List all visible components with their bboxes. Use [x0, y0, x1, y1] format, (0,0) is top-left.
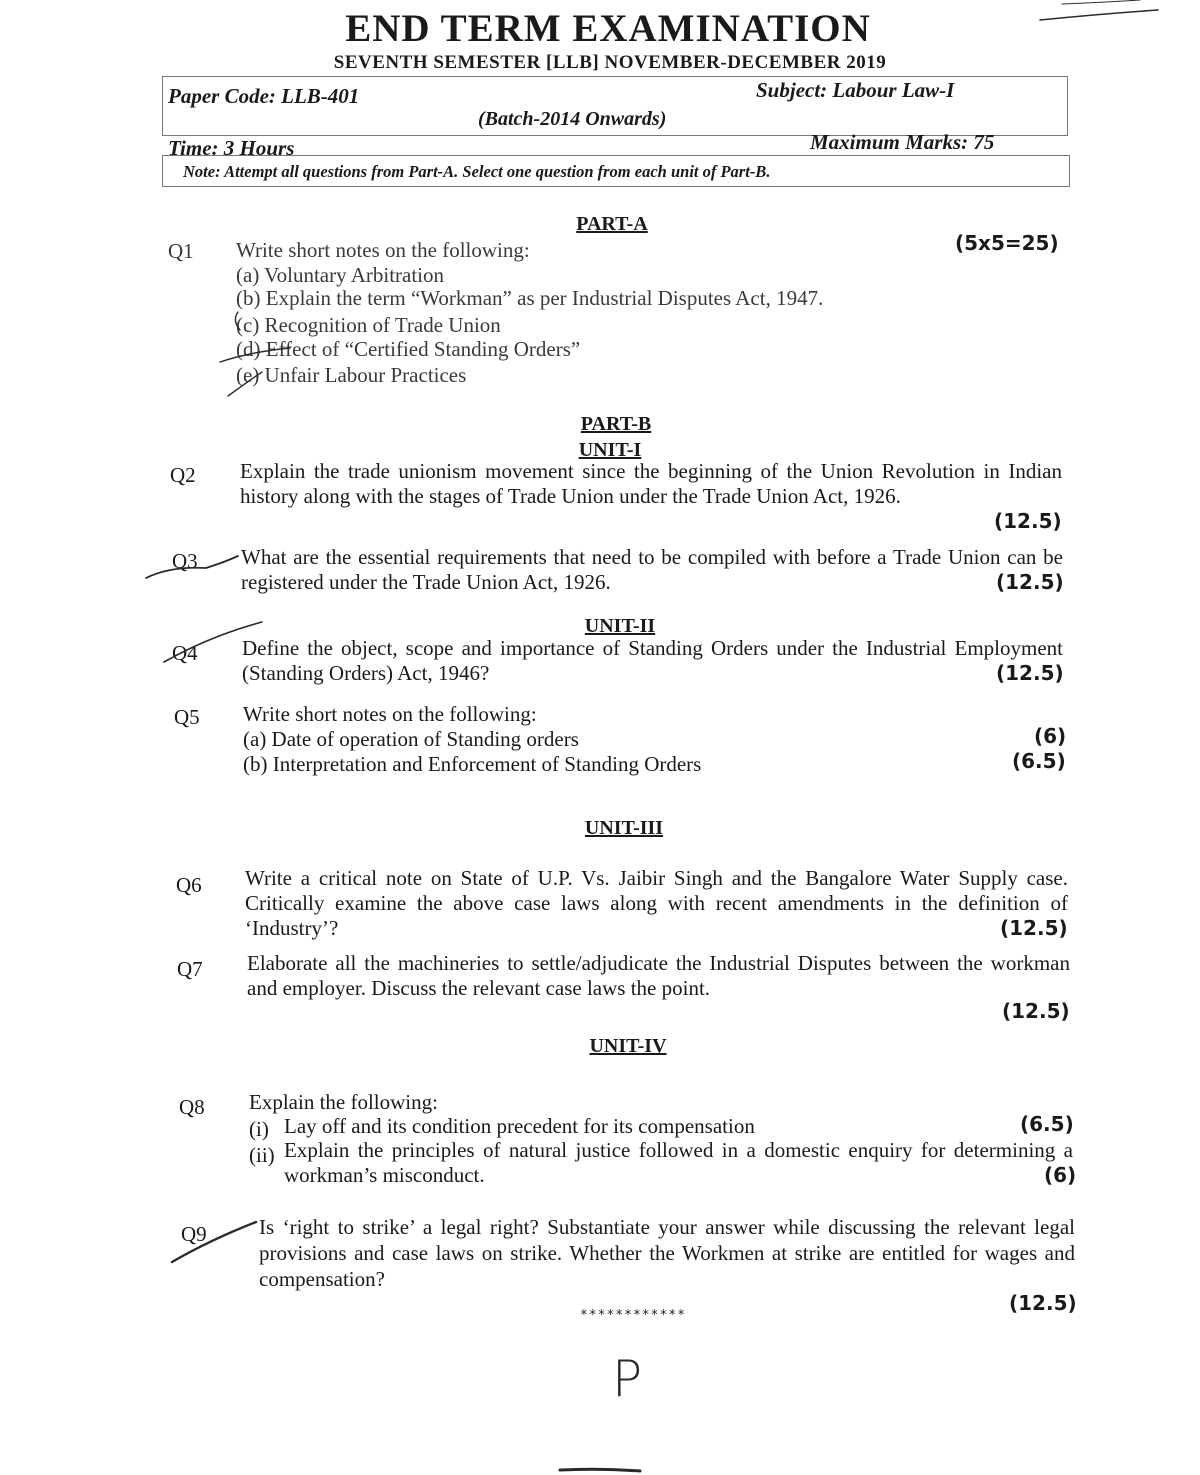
q5-item-b-marks: (6.5) [1012, 749, 1066, 773]
unit-2-heading: UNIT-II [584, 615, 656, 637]
q1-item-c: (c) Recognition of Trade Union [236, 313, 501, 337]
time-allowed: Time: 3 Hours [168, 136, 295, 160]
pen-stroke-bottom [560, 1469, 640, 1471]
pen-stroke-top-right-2 [1062, 0, 1140, 4]
q5-item-a: (a) Date of operation of Standing orders [243, 727, 579, 751]
q8-item-i-label: (i) [249, 1117, 269, 1141]
q4-marks: (12.5) [996, 661, 1064, 685]
q4-text: Define the object, scope and importance of Standing Orders under the Industrial Employment (Standing Orders) Act, 1946? [242, 636, 1063, 685]
q7-marks: (12.5) [1002, 999, 1070, 1023]
q6-text: Write a critical note on State of U.P. Vs. Jaibir Singh and the Bangalore Water Supply case. Critically examine the above case laws along with recent amendments in the definition of ‘Industry’? [245, 866, 1068, 940]
q2-number: Q2 [170, 463, 196, 487]
q4-number: Q4 [172, 641, 198, 665]
semester-line: SEVENTH SEMESTER [LLB] NOVEMBER-DECEMBER 2019 [333, 52, 887, 73]
q1-number: Q1 [168, 239, 194, 263]
q5-text: Write short notes on the following: [243, 702, 537, 726]
unit-1-heading: UNIT-I [578, 439, 642, 461]
q5-item-b: (b) Interpretation and Enforcement of Standing Orders [243, 752, 702, 776]
q1-marks: (5x5=25) [955, 231, 1059, 255]
q3-text: What are the essential requirements that need to be compiled with before a Trade Union can be registered under the Trade Union Act, 1926. [241, 545, 1063, 594]
q5-number: Q5 [174, 705, 200, 729]
q1-item-e: (e) Unfair Labour Practices [236, 363, 467, 387]
q9-text: Is ‘right to strike’ a legal right? Substantiate your answer while discussing the relevant legal provisions and case laws on strike. Whether the Workmen at strike are entitled for wages and compensation? [259, 1215, 1075, 1291]
q2-text: Explain the trade unionism movement since the beginning of the Union Revolution in Indian history along with the stages of Trade Union under the Trade Union Act, 1926. [240, 459, 1062, 508]
q8-number: Q8 [179, 1095, 205, 1119]
q1-item-a: (a) Voluntary Arbitration [236, 263, 445, 287]
note-text: Note: Attempt all questions from Part-A. Select one question from each unit of Part-B. [183, 162, 771, 181]
q8-item-ii-label: (ii) [249, 1143, 275, 1167]
part-a-heading: PART-A [576, 213, 648, 235]
q6-marks: (12.5) [1000, 916, 1068, 940]
q8-item-ii: Explain the principles of natural justice followed in a domestic enquiry for determining a workman’s misconduct. [284, 1138, 1073, 1187]
batch: (Batch-2014 Onwards) [478, 108, 667, 130]
q3-marks: (12.5) [996, 570, 1064, 594]
paper-code: Paper Code: LLB-401 [168, 84, 360, 108]
q8-item-i-marks: (6.5) [1020, 1112, 1074, 1136]
q9-number: Q9 [181, 1222, 207, 1246]
subject: Subject: Labour Law-I [756, 78, 955, 102]
q8-item-ii-marks: (6) [1044, 1163, 1077, 1187]
maximum-marks: Maximum Marks: 75 [810, 130, 995, 154]
part-b-heading: PART-B [580, 413, 652, 435]
q6-number: Q6 [176, 873, 202, 897]
q2-marks: (12.5) [994, 509, 1062, 533]
q7-number: Q7 [177, 957, 203, 981]
q1-text: Write short notes on the following: [236, 238, 530, 262]
q8-item-i: Lay off and its condition precedent for its compensation [284, 1114, 755, 1138]
q3-number: Q3 [172, 549, 198, 573]
end-stars: ************ [580, 1308, 686, 1323]
exam-title: END TERM EXAMINATION [345, 7, 871, 50]
unit-4-heading: UNIT-IV [589, 1035, 667, 1057]
q8-text: Explain the following: [249, 1090, 438, 1114]
unit-3-heading: UNIT-III [584, 817, 664, 839]
q7-text: Elaborate all the machineries to settle/adjudicate the Industrial Disputes between the workman and employer. Discuss the relevant case laws the point. [247, 951, 1070, 1000]
q5-item-a-marks: (6) [1034, 724, 1067, 748]
q9-marks: (12.5) [1009, 1291, 1077, 1315]
q1-item-d: (d) Effect of “Certified Standing Orders” [236, 337, 581, 361]
q1-item-b: (b) Explain the term “Workman” as per Industrial Disputes Act, 1947. [236, 286, 824, 310]
handwritten-mark: P [612, 1350, 643, 1408]
